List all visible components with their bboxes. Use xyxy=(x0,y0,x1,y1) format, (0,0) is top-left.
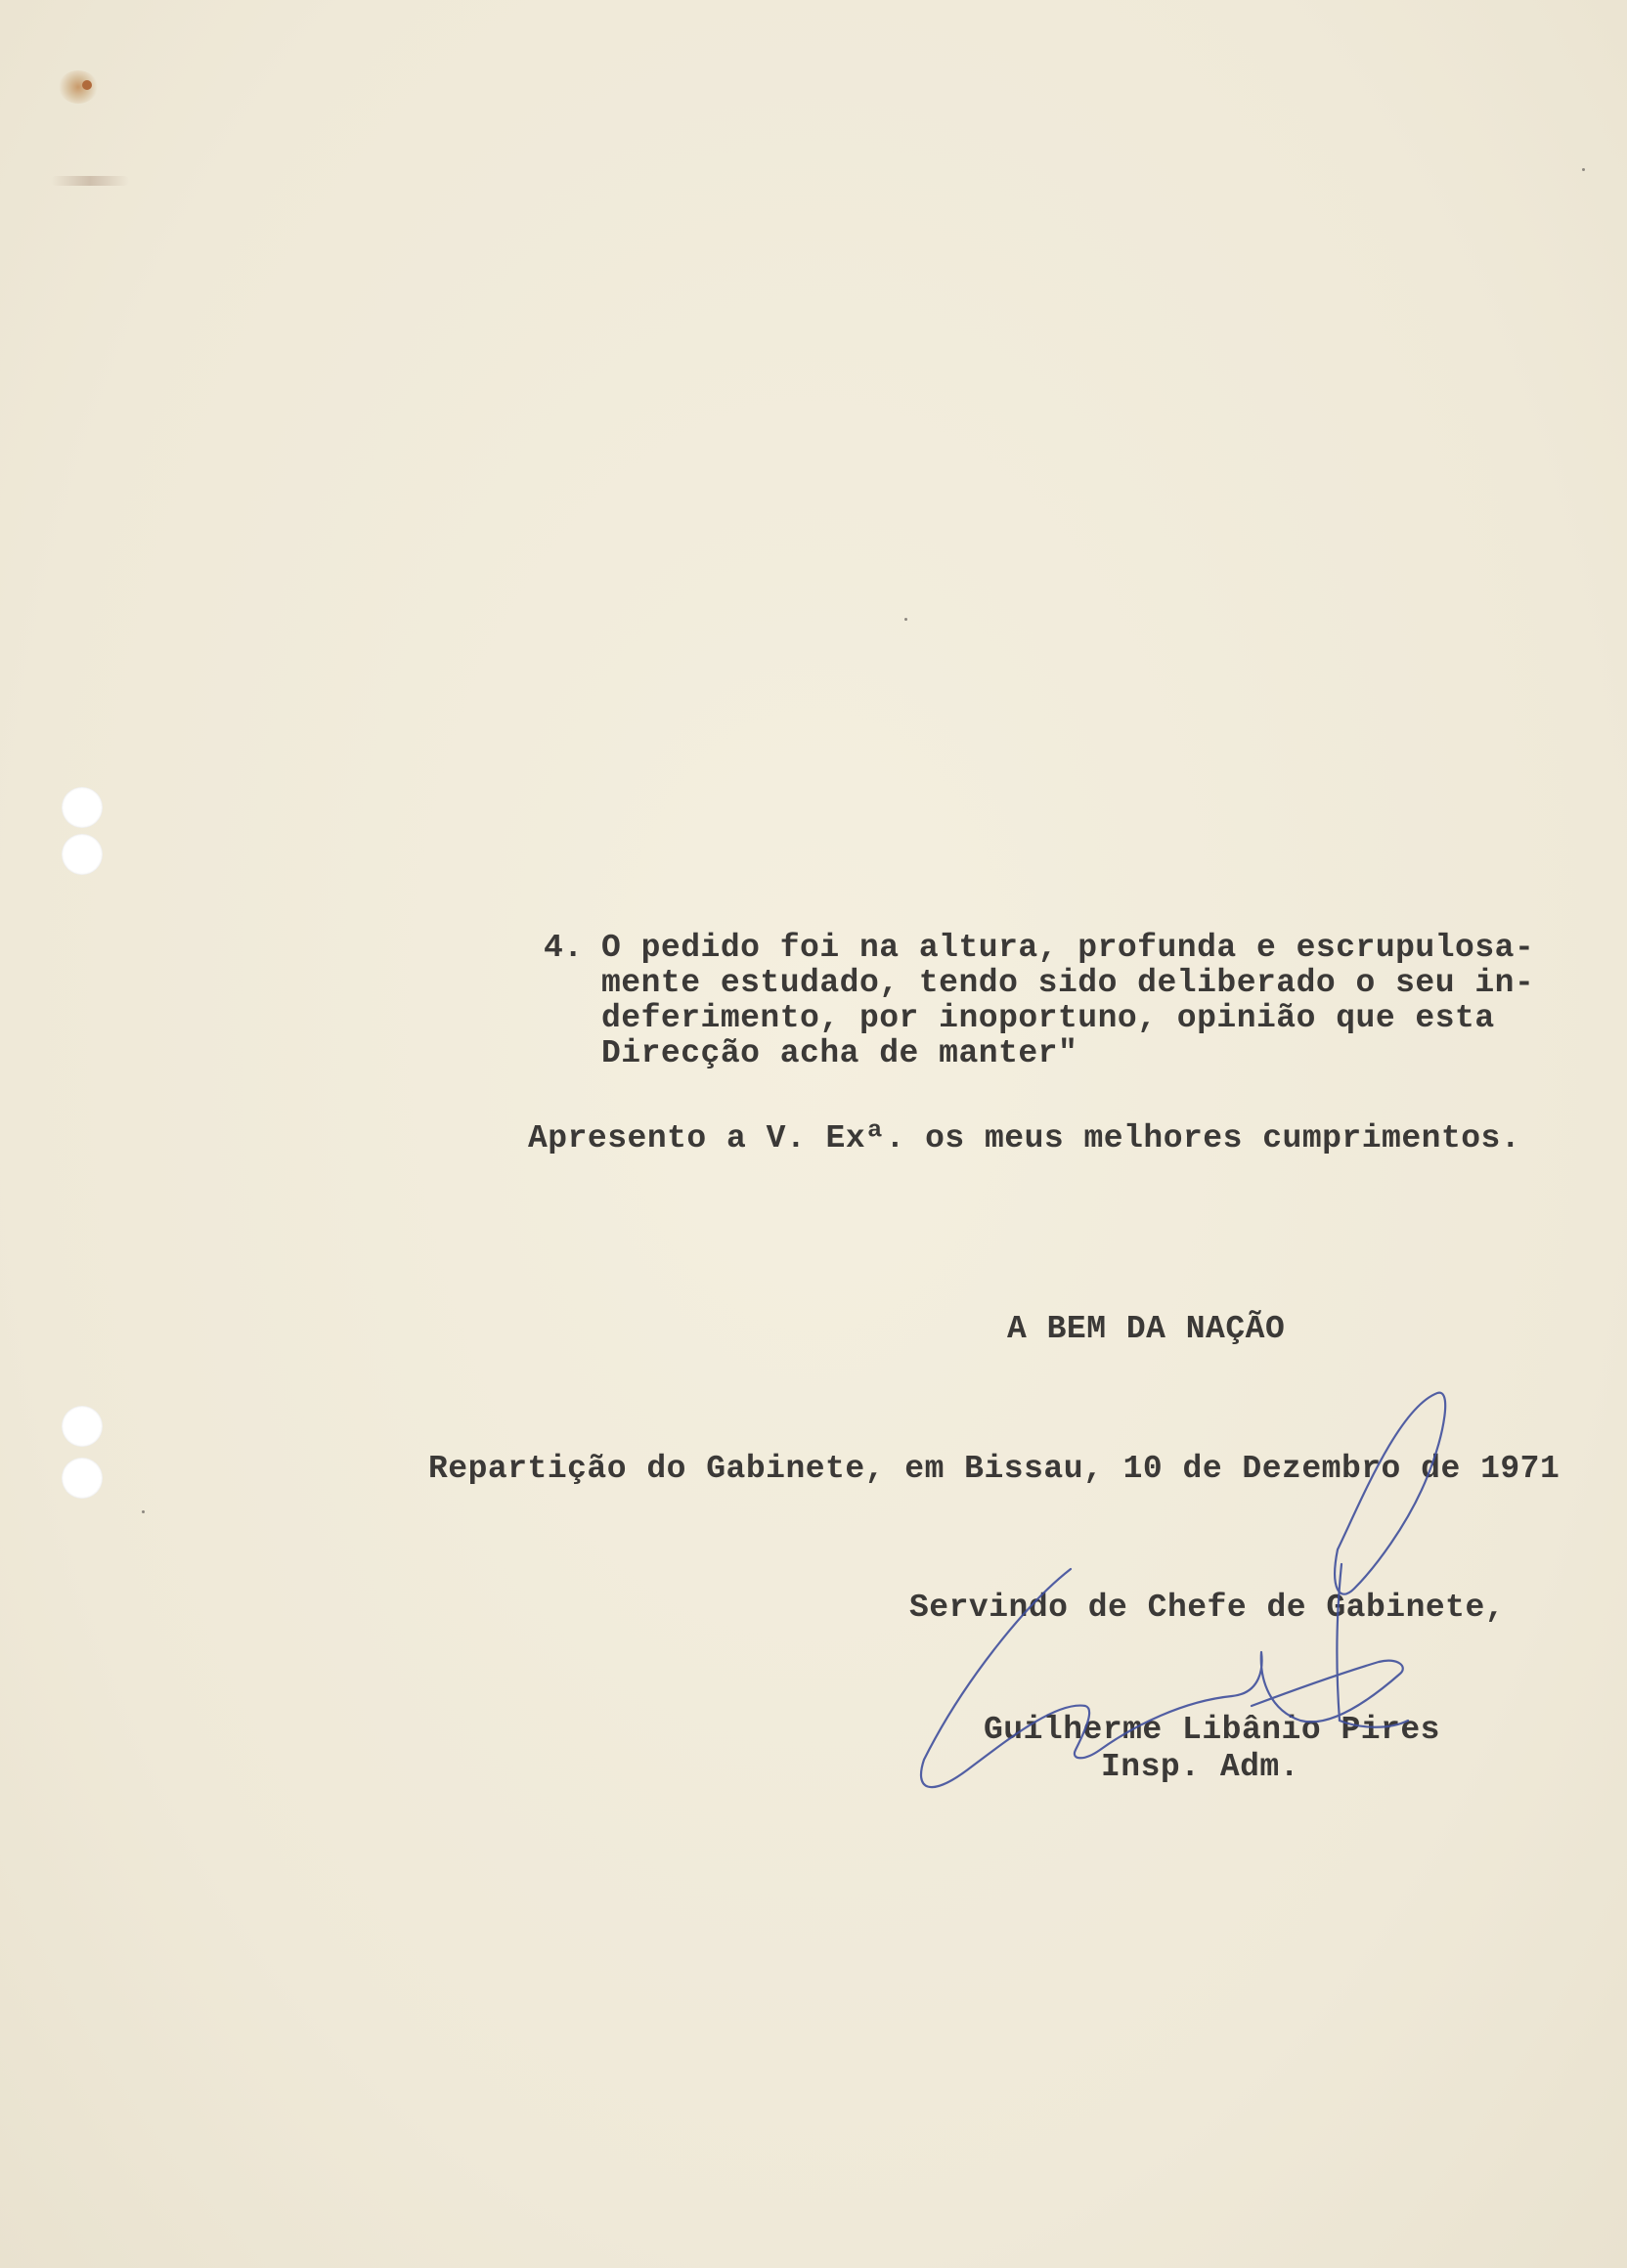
signatory-name: Guilherme Libânio Pires xyxy=(984,1712,1440,1748)
motto: A BEM DA NAÇÃO xyxy=(1007,1311,1286,1347)
paragraph-line-1: O pedido foi na altura, profunda e escrupulosa- xyxy=(601,930,1535,966)
paragraph-line-2: mente estudado, tendo sido deliberado o seu in- xyxy=(601,965,1535,1001)
signatory-title: Insp. Adm. xyxy=(1101,1749,1300,1785)
paragraph-number: 4. xyxy=(544,930,584,966)
paragraph-line-4: Direcção acha de manter" xyxy=(601,1035,1078,1071)
place-date: Repartição do Gabinete, em Bissau, 10 de Dezembro de 1971 xyxy=(428,1451,1561,1487)
closing-greeting: Apresento a V. Exª. os meus melhores cumprimentos. xyxy=(528,1120,1521,1156)
paragraph-line-3: deferimento, por inoportuno, opinião que esta xyxy=(601,1000,1495,1036)
signatory-role: Servindo de Chefe de Gabinete, xyxy=(909,1590,1506,1626)
